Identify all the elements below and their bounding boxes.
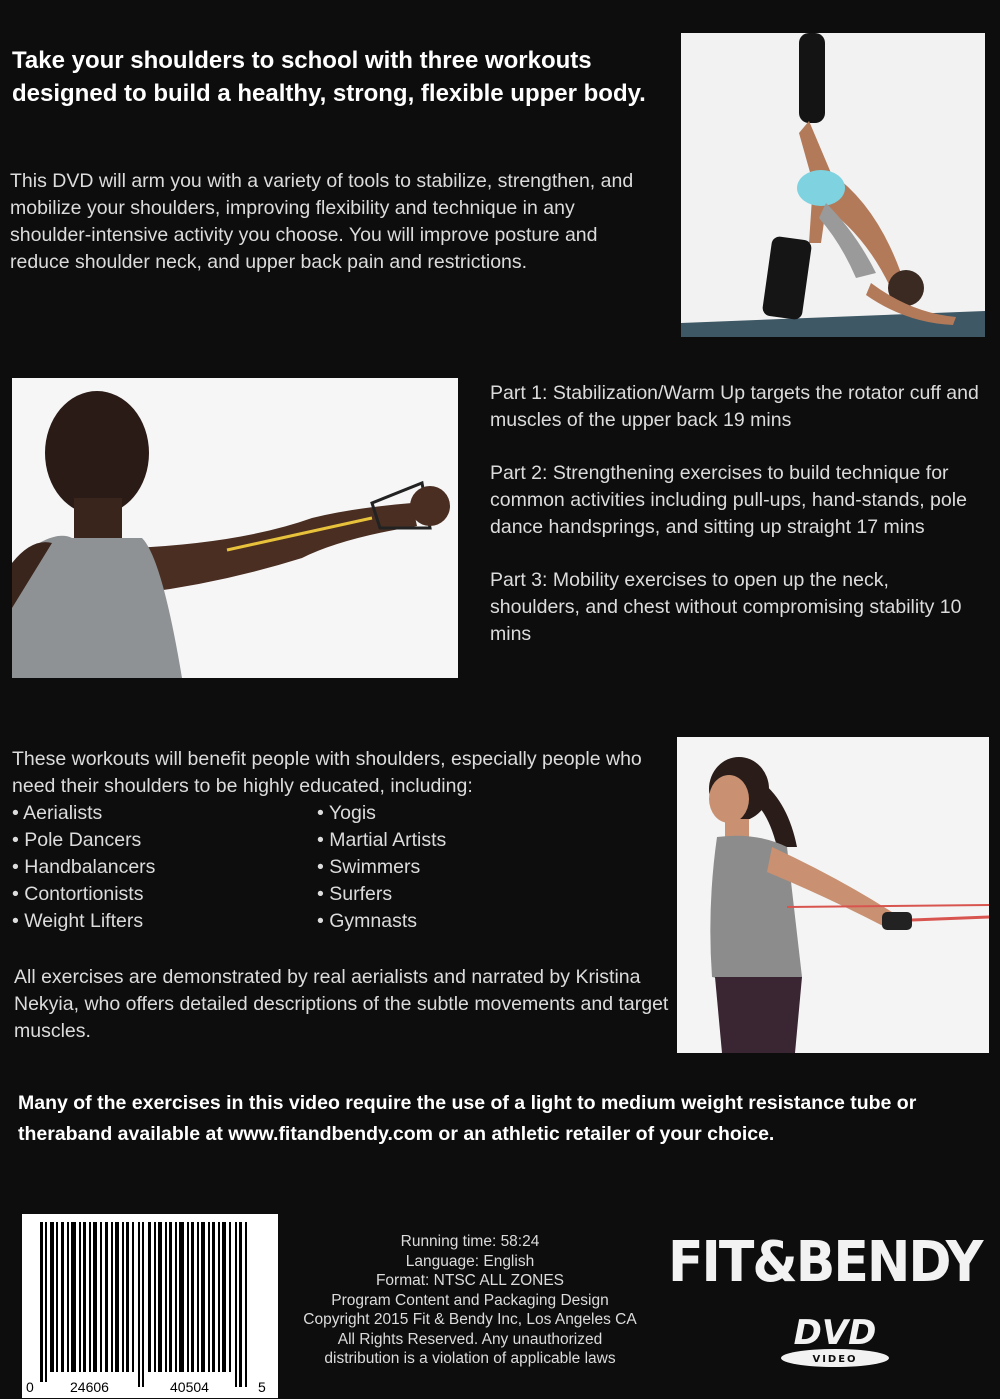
- dvd-video-logo: [770, 1308, 900, 1372]
- audience-list-1: [12, 800, 317, 935]
- list-item: • Swimmers: [317, 854, 446, 881]
- format: Format: NTSC ALL ZONES: [375, 1272, 565, 1289]
- part-2: Part 2: Strengthening exercises to build technique for common activities including pull-ups, hand-stands, pole dance handsprings, and sitting up straight 17 mins: [490, 462, 967, 538]
- running-time: Running time: 58:24: [400, 1233, 540, 1250]
- dvd-logo-sub: VIDEO: [812, 1354, 858, 1365]
- list-item: • Martial Artists: [317, 827, 446, 854]
- part-1: Part 1: Stabilization/Warm Up targets the rotator cuff and muscles of the upper back 19 mins: [490, 382, 979, 431]
- list-item: • Yogis: [317, 800, 446, 827]
- photo-band-pull-man: [12, 378, 458, 678]
- list-item: • Aerialists: [12, 800, 317, 827]
- narration-paragraph: All exercises are demonstrated by real aerialists and narrated by Kristina Nekyia, who offers detailed descriptions of the subtle movements and target muscles.: [14, 966, 669, 1042]
- barcode-digits-right: 40504: [170, 1379, 209, 1395]
- benefit-intro: These workouts will benefit people with shoulders, especially people who need their shoulders to be highly educated, including:: [12, 748, 642, 797]
- equipment-note: Many of the exercises in this video require the use of a light to medium weight resistance tube or theraband available at www.fitandbendy.com or an athletic retailer of your choice.: [18, 1092, 917, 1145]
- dvd-info: [280, 1232, 660, 1369]
- parts-list: [490, 380, 980, 674]
- barcode-digit-last: 5: [258, 1379, 266, 1395]
- dvd-logo-main: DVD: [793, 1313, 877, 1353]
- design-credit: Program Content and Packaging Design: [331, 1291, 609, 1309]
- barcode-digits-left: 24606: [70, 1379, 109, 1395]
- distribution-notice: distribution is a violation of applicable laws: [324, 1350, 616, 1367]
- photo-band-woman: [677, 737, 989, 1053]
- barcode-digit-first: 0: [26, 1379, 34, 1395]
- barcode: [22, 1214, 278, 1398]
- list-item: • Handbalancers: [12, 854, 317, 881]
- list-item: • Gymnasts: [317, 908, 446, 935]
- audience-lists: [12, 800, 612, 935]
- audience-list-2: [317, 800, 446, 935]
- list-item: • Surfers: [317, 881, 446, 908]
- list-item: • Contortionists: [12, 881, 317, 908]
- rights: All Rights Reserved. Any unauthorized: [337, 1330, 603, 1348]
- part-3: Part 3: Mobility exercises to open up the neck, shoulders, and chest without compromising stability 10 mins: [490, 569, 962, 645]
- brand-logo: FIT&BENDY: [668, 1230, 982, 1295]
- list-item: • Pole Dancers: [12, 827, 317, 854]
- language: Language: English: [405, 1252, 535, 1270]
- headline: Take your shoulders to school with three workouts designed to build a healthy, strong, flexible upper body.: [12, 47, 646, 107]
- copyright: Copyright 2015 Fit & Bendy Inc, Los Angeles CA: [303, 1311, 637, 1328]
- intro-paragraph: This DVD will arm you with a variety of tools to stabilize, strengthen, and mobilize your shoulders, improving flexibility and technique in any shoulder-intensive activity you choose. You will improve posture and reduce shoulder neck, and upper back pain and restrictions.: [10, 170, 634, 273]
- photo-pike-stretch: [681, 33, 985, 337]
- list-item: • Weight Lifters: [12, 908, 317, 935]
